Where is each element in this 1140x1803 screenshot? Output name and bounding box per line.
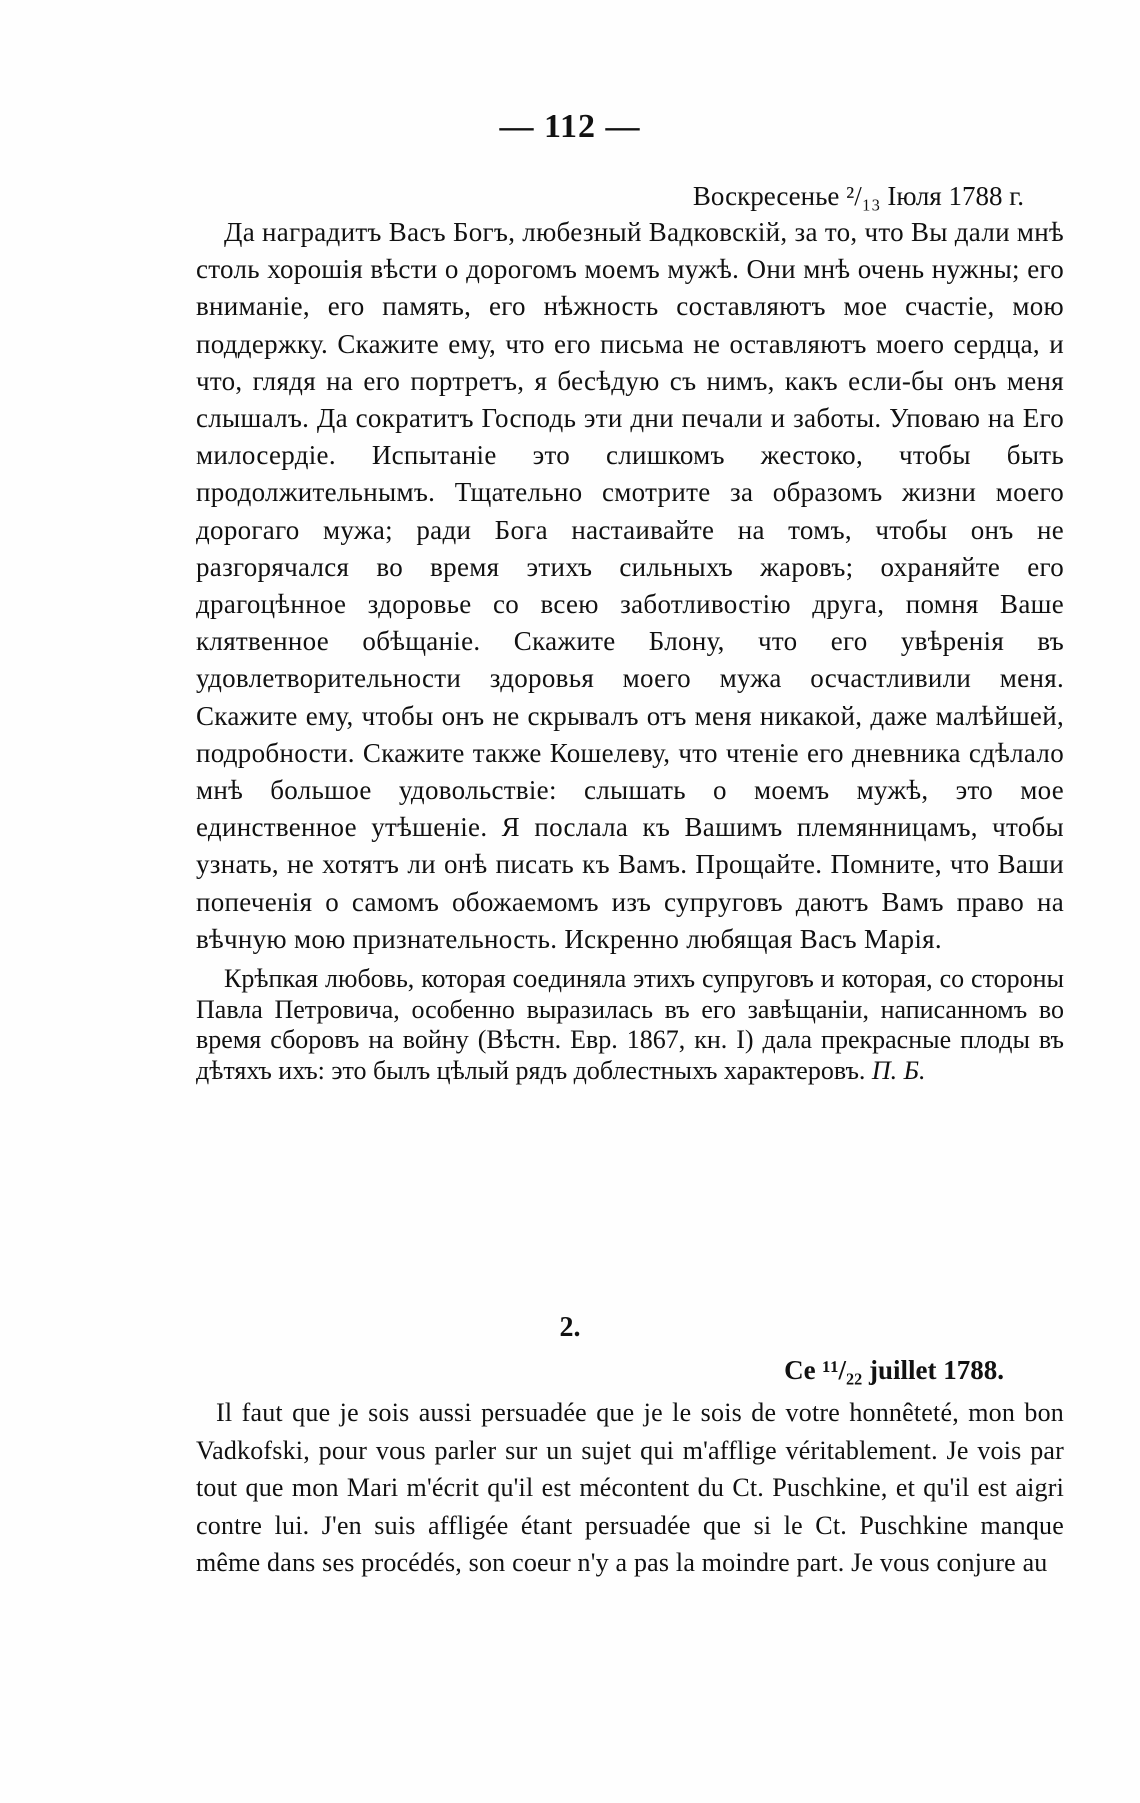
letter-date-fr-suffix: juillet 1788. (862, 1355, 1004, 1385)
letter-date-prefix: Воскресенье (692, 181, 847, 211)
section-number: 2. (559, 1312, 581, 1343)
letter-date-fr (196, 1350, 1064, 1390)
letter-body: Да наградитъ Васъ Богъ, любезный Вадковскій, за то, что Вы дали мнѣ столь хорошія вѣсти о дорогомъ моемъ мужѣ. Они мнѣ очень нужны; его вниманіе, его память, его нѣжность составляютъ мое счастіе, мою поддержку. Скажите ему, что его письма не оставляютъ моего сердца, и что, глядя на его портретъ, я бесѣдую съ нимъ, какъ если-бы онъ меня слышалъ. Да сократитъ Господь эти дни печали и заботы. Уповаю на Его милосердіе. Испытаніе это слишкомъ жестоко, чтобы быть продолжительнымъ. Тщательно смотрите за образомъ жизни моего дорогаго мужа; ради Бога настаивайте на томъ, чтобы онъ не разгорячался во время этихъ сильныхъ жаровъ; охраняйте его драгоцѣнное здоровье со всею заботливостію друга, помня Ваше клятвенное обѣщаніе. Скажите Блону, что его увѣренія въ удовлетворительности здоровья моего мужа осчастливили меня. Скажите ему, чтобы онъ не скрывалъ отъ меня никакой, даже малѣйшей, подробности. Скажите также Кошелеву, что чтеніе его дневника сдѣлало мнѣ большое удовольствіе: слышать о моемъ мужѣ, это мое единственное утѣшеніе. Я послала къ Вашимъ племянницамъ, чтобы узнать, не хотятъ ли онѣ писать къ Вамъ. Прощайте. Помните, что Ваши попеченія о самомъ обожаемомъ изъ супруговъ даютъ Вамъ право на вѣчную мою признательность. Искренно любящая Васъ Марія. (196, 217, 1064, 954)
letter-date-suffix: Іюля 1788 г. (880, 181, 1024, 211)
page-number: — 112 — (499, 108, 641, 145)
letter-french (196, 1350, 1064, 1582)
letter-date-fr-prefix: Ce (784, 1355, 823, 1385)
letter-date-fraction: ²/₁₃ (846, 181, 881, 211)
editor-commentary (196, 964, 1064, 1086)
letter-russian (196, 178, 1064, 1086)
commentary-author: П. Б. (871, 1055, 926, 1085)
letter-date (196, 178, 1064, 214)
letter-date-fr-fraction: ¹¹/₂₂ (822, 1355, 863, 1385)
commentary-text: Крѣпкая любовь, которая соединяла этихъ супруговъ и которая, со стороны Павла Петровича, особенно выразилась въ его завѣщаніи, написанномъ во время сборовъ на войну (Вѣстн. Евр. 1867, кн. I) дала прекрасные плоды въ дѣтяхъ ихъ: это былъ цѣлый рядъ доблестныхъ характеровъ. (196, 964, 1064, 1085)
letter-body-fr: Il faut que je sois aussi persuadée que je le sois de votre honnêteté, mon bon Vadkofski, pour vous parler sur un sujet qui m'afflige véritablement. Je vois par tout que mon Mari m'écrit qu'il est mécontent du Ct. Puschkine, et qu'il est aigri contre lui. J'en suis affligée étant persuadée que si le Ct. Puschkine manque même dans ses procédés, son coeur n'y a pas la moindre part. Je vous conjure au (196, 1398, 1064, 1577)
